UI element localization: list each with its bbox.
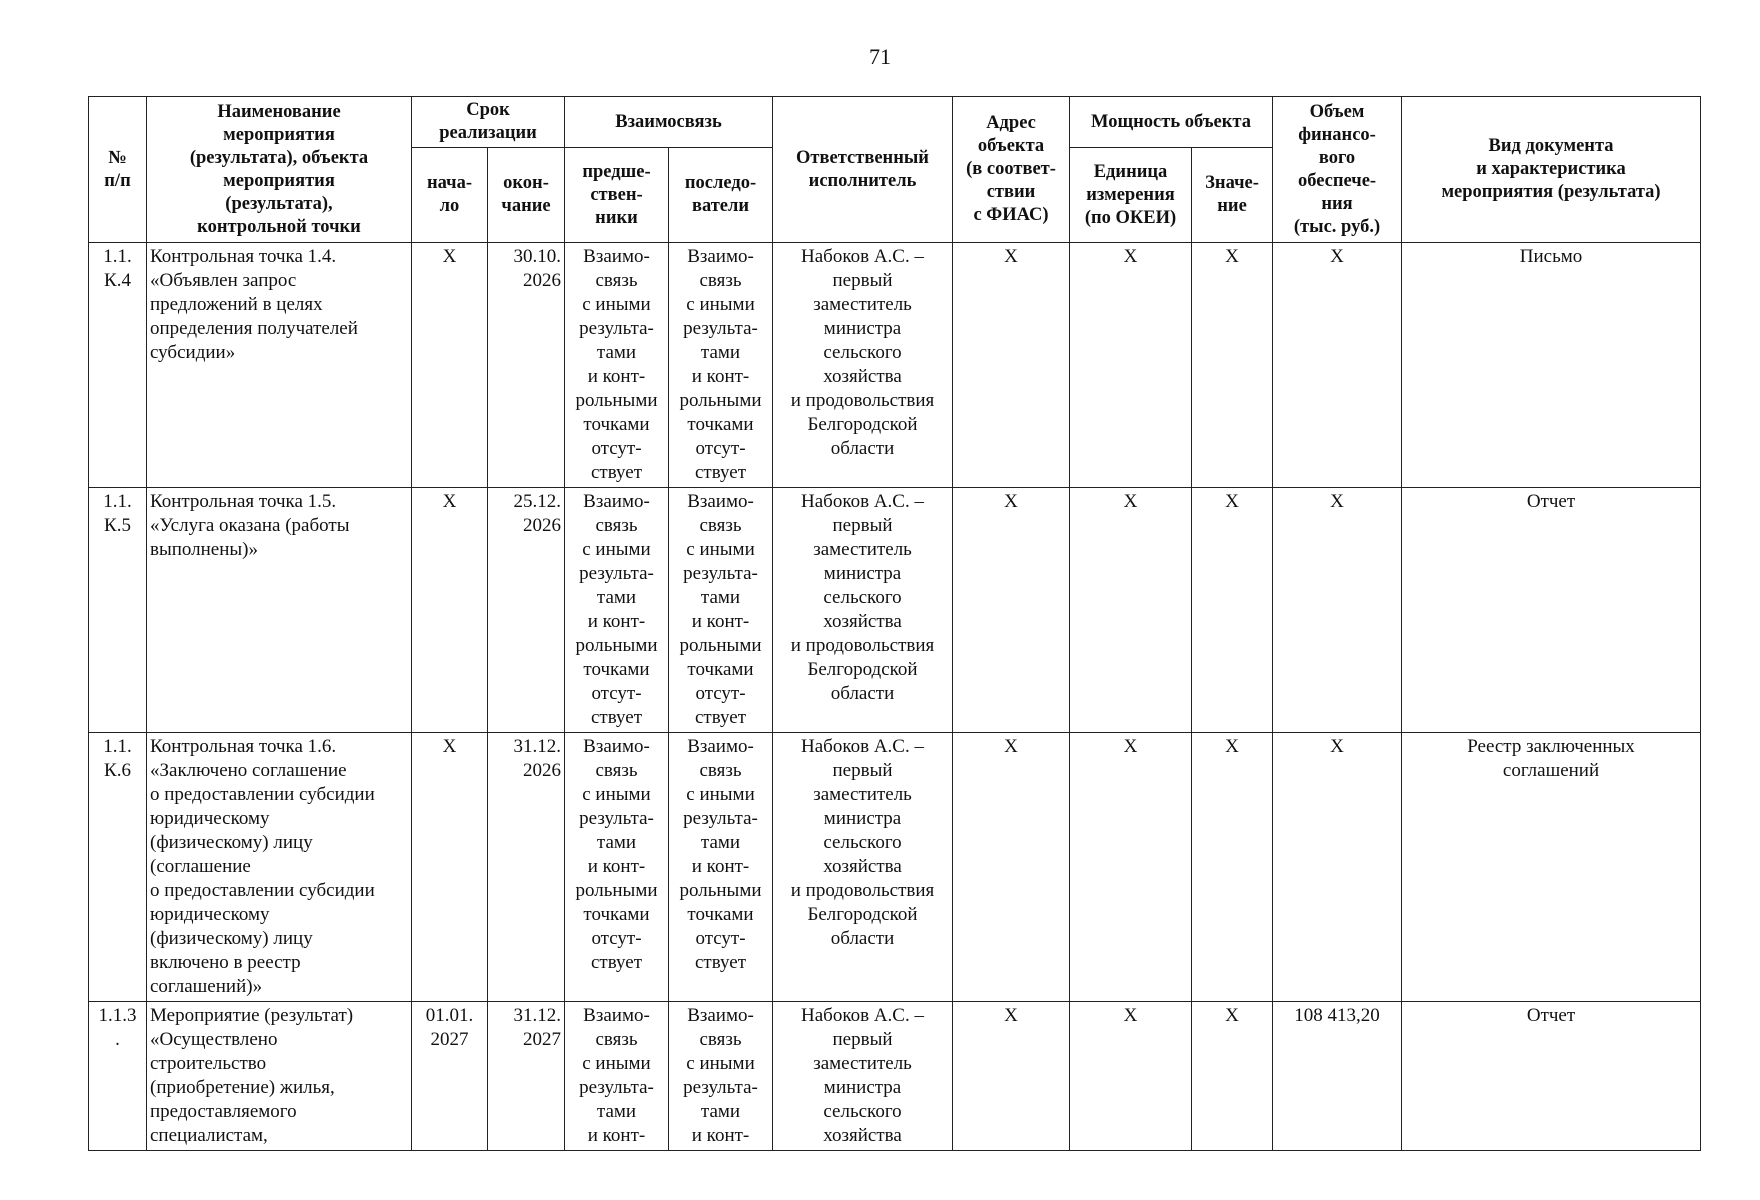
cell-value: X bbox=[1192, 488, 1273, 733]
cell-responsible: Набоков А.С. – первый заместитель министра сельского хозяйства и продовольствия Белгородской области bbox=[773, 733, 953, 1002]
cell-unit: X bbox=[1070, 733, 1192, 1002]
header-doctype: Вид документа и характеристика мероприятия (результата) bbox=[1402, 97, 1701, 243]
cell-finance: X bbox=[1273, 243, 1402, 488]
table-row bbox=[89, 243, 1701, 488]
header-term-start: нача- ло bbox=[412, 148, 488, 243]
table-row bbox=[89, 1002, 1701, 1151]
cell-responsible: Набоков А.С. – первый заместитель министра сельского хозяйства и продовольствия Белгородской области bbox=[773, 488, 953, 733]
cell-value: X bbox=[1192, 1002, 1273, 1151]
table-header bbox=[89, 97, 1701, 243]
header-capacity-value: Значе- ние bbox=[1192, 148, 1273, 243]
cell-end: 31.12. 2026 bbox=[488, 733, 565, 1002]
cell-value: X bbox=[1192, 733, 1273, 1002]
cell-succ: Взаимо- связь с иными результа- тами и конт- рольными точками отсут- ствует bbox=[669, 488, 773, 733]
cell-pred: Взаимо- связь с иными результа- тами и конт- рольными точками отсут- ствует bbox=[565, 243, 669, 488]
cell-start: X bbox=[412, 243, 488, 488]
header-capacity-unit: Единица измерения (по ОКЕИ) bbox=[1070, 148, 1192, 243]
cell-address: X bbox=[953, 733, 1070, 1002]
cell-num: 1.1. К.5 bbox=[89, 488, 147, 733]
header-responsible: Ответственный исполнитель bbox=[773, 97, 953, 243]
header-name: Наименование мероприятия (результата), объекта мероприятия (результата), контрольной точки bbox=[147, 97, 412, 243]
cell-name: Мероприятие (результат) «Осуществлено строительство (приобретение) жилья, предоставляемого специалистам, bbox=[147, 1002, 412, 1151]
cell-address: X bbox=[953, 488, 1070, 733]
cell-doctype: Реестр заключенных соглашений bbox=[1402, 733, 1701, 1002]
cell-doctype: Отчет bbox=[1402, 1002, 1701, 1151]
table-row bbox=[89, 488, 1701, 733]
cell-name: Контрольная точка 1.5. «Услуга оказана (работы выполнены)» bbox=[147, 488, 412, 733]
cell-unit: X bbox=[1070, 1002, 1192, 1151]
cell-unit: X bbox=[1070, 243, 1192, 488]
header-capacity: Мощность объекта bbox=[1070, 97, 1273, 148]
cell-finance: X bbox=[1273, 488, 1402, 733]
cell-start: X bbox=[412, 488, 488, 733]
cell-end: 31.12. 2027 bbox=[488, 1002, 565, 1151]
plan-table bbox=[88, 96, 1701, 1151]
header-finance: Объем финансо- вого обеспече- ния (тыс. руб.) bbox=[1273, 97, 1402, 243]
cell-address: X bbox=[953, 1002, 1070, 1151]
cell-start: X bbox=[412, 733, 488, 1002]
cell-responsible: Набоков А.С. – первый заместитель министра сельского хозяйства bbox=[773, 1002, 953, 1151]
header-link-succ: последо- ватели bbox=[669, 148, 773, 243]
cell-succ: Взаимо- связь с иными результа- тами и конт- bbox=[669, 1002, 773, 1151]
cell-value: X bbox=[1192, 243, 1273, 488]
cell-pred: Взаимо- связь с иными результа- тами и конт- bbox=[565, 1002, 669, 1151]
cell-name: Контрольная точка 1.6. «Заключено соглашение о предоставлении субсидии юридическому (физическому) лицу (соглашение о предоставлении субсидии юридическому (физическому) лицу включено в реестр соглашений)» bbox=[147, 733, 412, 1002]
cell-pred: Взаимо- связь с иными результа- тами и конт- рольными точками отсут- ствует bbox=[565, 733, 669, 1002]
cell-num: 1.1. К.4 bbox=[89, 243, 147, 488]
cell-unit: X bbox=[1070, 488, 1192, 733]
cell-start: 01.01. 2027 bbox=[412, 1002, 488, 1151]
cell-doctype: Отчет bbox=[1402, 488, 1701, 733]
cell-finance: 108 413,20 bbox=[1273, 1002, 1402, 1151]
cell-responsible: Набоков А.С. – первый заместитель министра сельского хозяйства и продовольствия Белгородской области bbox=[773, 243, 953, 488]
cell-succ: Взаимо- связь с иными результа- тами и конт- рольными точками отсут- ствует bbox=[669, 243, 773, 488]
header-term-end: окон- чание bbox=[488, 148, 565, 243]
cell-succ: Взаимо- связь с иными результа- тами и конт- рольными точками отсут- ствует bbox=[669, 733, 773, 1002]
cell-num: 1.1.3 . bbox=[89, 1002, 147, 1151]
header-num: № п/п bbox=[89, 97, 147, 243]
cell-address: X bbox=[953, 243, 1070, 488]
cell-end: 30.10. 2026 bbox=[488, 243, 565, 488]
cell-end: 25.12. 2026 bbox=[488, 488, 565, 733]
cell-num: 1.1. К.6 bbox=[89, 733, 147, 1002]
cell-pred: Взаимо- связь с иными результа- тами и конт- рольными точками отсут- ствует bbox=[565, 488, 669, 733]
cell-finance: X bbox=[1273, 733, 1402, 1002]
page-number: 71 bbox=[869, 44, 891, 69]
table-row bbox=[89, 733, 1701, 1002]
header-term: Срок реализации bbox=[412, 97, 565, 148]
header-link-pred: предше- ствен- ники bbox=[565, 148, 669, 243]
header-link: Взаимосвязь bbox=[565, 97, 773, 148]
cell-name: Контрольная точка 1.4. «Объявлен запрос предложений в целях определения получателей субсидии» bbox=[147, 243, 412, 488]
cell-doctype: Письмо bbox=[1402, 243, 1701, 488]
header-address: Адрес объекта (в соответ- ствии с ФИАС) bbox=[953, 97, 1070, 243]
